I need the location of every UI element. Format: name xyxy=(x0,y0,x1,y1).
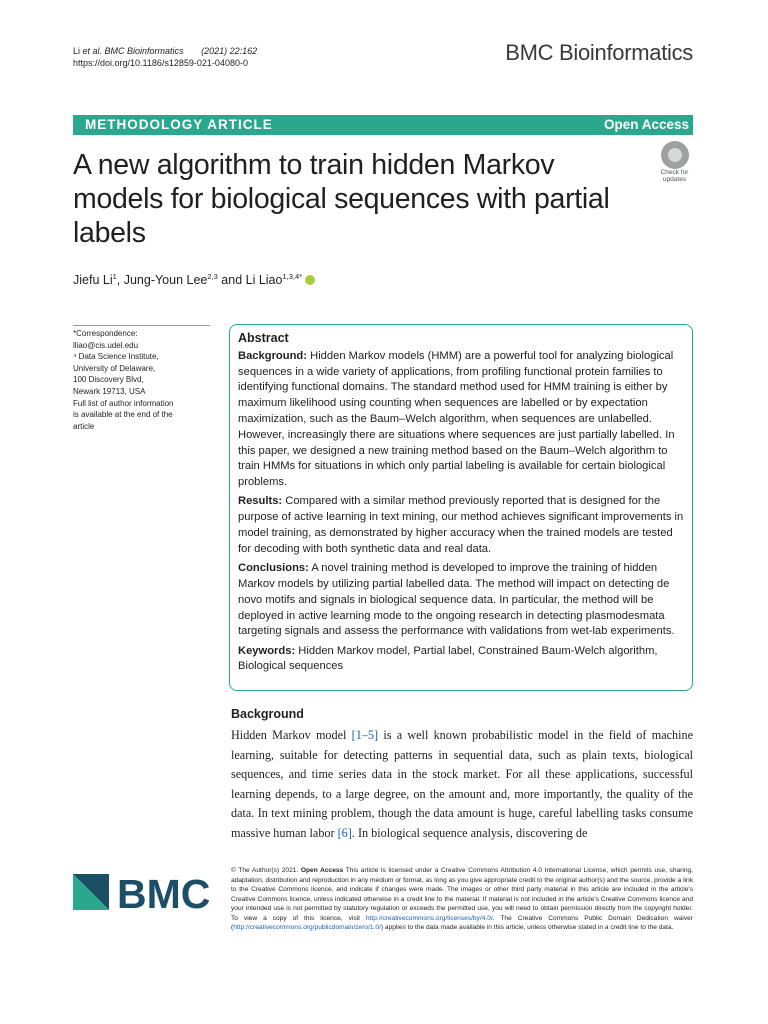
abstract-results-label: Results: xyxy=(238,495,283,508)
doi-link[interactable]: https://doi.org/10.1186/s12859-021-04080-0 xyxy=(73,58,248,68)
author-name: , Jung-Youn Lee xyxy=(116,273,208,288)
citation-header xyxy=(73,45,257,69)
body-text: . In biological sequence analysis, discovering de xyxy=(351,825,588,840)
corr-line: ⁴ Data Science Institute, xyxy=(73,352,159,362)
orcid-icon[interactable] xyxy=(305,275,315,285)
abstract-conclusions-label: Conclusions: xyxy=(238,562,309,575)
reference-link[interactable]: [1–5] xyxy=(351,728,379,742)
abstract-box xyxy=(229,324,693,691)
cite-year: (2021) 22:162 xyxy=(201,46,258,56)
correspondence-note xyxy=(73,325,210,432)
background-heading: Background xyxy=(231,707,304,721)
article-type-banner xyxy=(73,115,693,135)
article-type-label: METHODOLOGY ARTICLE xyxy=(85,117,273,132)
bmc-logo xyxy=(73,872,218,912)
license-link[interactable]: http://creativecommons.org/licenses/by/4.0/ xyxy=(365,914,493,922)
license-body: This article is licensed under a Creative Commons Attribution 4.0 International License, which permits use, sharing, adaptation, distribution and reproduction in any medium or format, as long as you give appropriate credit to the original author(s) and the source, provide a link to the Creative Commons licence, and indicate if changes were made. The images or other third party material in this article are included in the article's Creative Commons licence, unless indicated otherwise in a credit line to the material. If material is not included in the article's Creative Commons licence and your intended use is not permitted by statutory regulation or exceeds the permitted use, you will need to obtain permission directly from the copyright holder. To view a copy of this licence, visit xyxy=(231,867,694,922)
abstract-keywords-label: Keywords: xyxy=(238,644,296,657)
article-title: A new algorithm to train hidden Markov models for biological sequences with partial labels xyxy=(73,149,610,249)
abstract-background-label: Background: xyxy=(238,349,307,362)
affiliation-sup: 2,3 xyxy=(207,272,218,281)
open-access-label: Open Access xyxy=(603,117,689,132)
corr-line: Full list of author information xyxy=(73,398,174,408)
check-updates-icon xyxy=(661,141,689,169)
background-paragraph xyxy=(231,726,693,844)
corr-line: is available at the end of the xyxy=(73,410,173,420)
abstract-keywords-text: Hidden Markov model, Partial label, Constrained Baum-Welch algorithm, Biological sequences xyxy=(238,644,658,673)
abstract-results xyxy=(238,494,688,557)
public-domain-link[interactable]: http://creativecommons.org/publicdomain/zero/1.0/ xyxy=(233,924,381,931)
corr-line: *Correspondence: xyxy=(73,329,138,338)
affiliation-sup: 1,3,4* xyxy=(282,272,303,281)
abstract-heading: Abstract xyxy=(238,331,289,345)
author-name: and Li Liao xyxy=(217,273,283,288)
cite-authors: Li xyxy=(73,46,83,56)
abstract-background-text: Hidden Markov models (HMM) are a powerful tool for analyzing biological sequences in a wide variety of applications, from profiling functional protein families to identifying functional domains. The standard method used for HMM training is either by maximum likelihood using counting when sequences are labelled or by expectation maximization, such as the Baum–Welch algorithm, when sequences are unlabelled. However, increasingly there are situations where sequences are just partially labelled. In this paper, we designed a new training method based on the Baum–Welch algorithm to train HMMs for situations in which only partial labeling is available for certain biological problems. xyxy=(238,349,675,489)
license-copyright: © The Author(s) 2021. xyxy=(231,867,301,874)
check-updates-line1: Check for xyxy=(660,169,689,176)
corr-email[interactable]: lliao@cis.udel.edu xyxy=(73,340,139,350)
author-list xyxy=(73,272,315,287)
abstract-conclusions-text: A novel training method is developed to improve the training of hidden Markov models by utilizing partial labelled data. The method will impact on detecting de novo motifs and signals in biological sequence data. In particular, the method will be deployed in active learning mode to the ongoing research in detecting plasmodesmata targeting signals and assess the performance with validations from wet-lab experiments. xyxy=(238,562,675,638)
author-name: Jiefu Li xyxy=(73,273,113,288)
reference-link[interactable]: [6] xyxy=(337,825,352,840)
abstract-results-text: Compared with a similar method previously reported that is designed for the purpose of active learning in text mining, our method achieves significant improvements in model training, as demonstrated by higher accuracy when the trained models are tested for decoding with both synthetic data and real data. xyxy=(238,495,684,555)
corr-line: article xyxy=(73,421,95,431)
journal-name: BMC Bioinformatics xyxy=(505,40,693,65)
body-text: Hidden Markov model xyxy=(231,728,352,742)
bmc-logo-graphic xyxy=(73,872,218,912)
affiliation-sup: 1 xyxy=(112,272,117,281)
corr-line: Newark 19713, USA xyxy=(73,386,146,396)
check-updates-line2: updates xyxy=(662,176,687,183)
logo-text: BMC xyxy=(117,872,211,912)
license-text xyxy=(231,866,693,933)
abstract-keywords xyxy=(238,644,688,676)
abstract-background xyxy=(238,349,688,491)
license-body: . The Creative Commons Public Domain Dedication waiver ( xyxy=(231,914,693,931)
check-for-updates-badge[interactable] xyxy=(654,139,695,183)
license-oa-label: Open Access xyxy=(300,867,344,874)
license-body: ) applies to the data made available in this article, unless otherwise stated in a credit line to the data. xyxy=(380,924,674,931)
corr-line: 100 Discovery Blvd, xyxy=(73,375,144,385)
corr-line: University of Delaware, xyxy=(73,363,156,373)
cite-journal: et al. BMC Bioinformatics xyxy=(82,46,184,56)
body-text: is a well known probabilistic model in the field of machine learning, suitable for detecting patterns in sequential data, such as plain texts, biological sequences, and time series data in the stock market. For all these applications, successful learning depends, to a large degree, on the amount and, more importantly, the quality of the data. In text mining problem, though the data amount is huge, careful labelling tasks consume massive human labor xyxy=(231,728,693,840)
abstract-conclusions xyxy=(238,561,688,640)
